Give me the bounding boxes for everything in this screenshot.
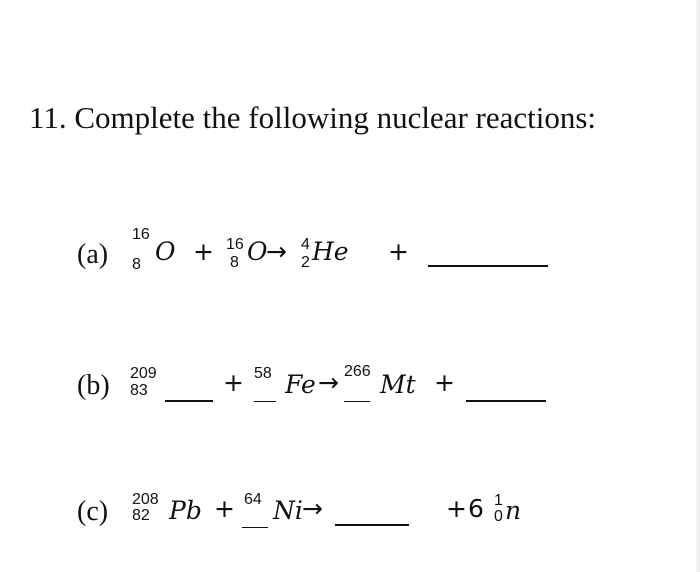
atomic-number: 83 <box>130 382 148 399</box>
element-symbol: O <box>155 237 176 266</box>
mass-number: 266 <box>344 363 371 380</box>
reaction-c <box>0 482 700 542</box>
reaction-arrow: → <box>266 237 287 266</box>
element-symbol: O <box>247 237 268 266</box>
plus-sign: + <box>388 237 409 266</box>
question-title <box>29 98 596 138</box>
question-text: Complete the following nuclear reactions: <box>74 100 597 135</box>
element-blank[interactable] <box>165 400 213 402</box>
plus-sign: + <box>446 494 467 523</box>
atomic-number-blank[interactable] <box>242 527 268 528</box>
element-symbol: Fe <box>285 370 316 399</box>
mass-number: 1 <box>494 492 503 509</box>
atomic-number-blank[interactable] <box>254 401 276 402</box>
reaction-a <box>0 225 700 285</box>
atomic-number: 8 <box>132 256 141 273</box>
plus-sign: + <box>214 494 235 523</box>
element-symbol: He <box>312 237 349 266</box>
mass-number: 208 <box>132 491 159 508</box>
answer-blank[interactable] <box>428 265 548 267</box>
mass-number: 16 <box>132 226 150 243</box>
atomic-number: 2 <box>301 254 310 271</box>
mass-number: 209 <box>130 365 157 382</box>
reaction-b <box>0 356 700 416</box>
mass-number: 16 <box>226 236 244 253</box>
question-number: 11. <box>29 100 67 135</box>
mass-number: 4 <box>301 236 310 253</box>
reaction-arrow: → <box>302 494 323 523</box>
answer-blank[interactable] <box>466 400 546 402</box>
reaction-c-label: (c) <box>77 496 109 527</box>
plus-sign: + <box>193 237 214 266</box>
reaction-b-label: (b) <box>77 370 110 401</box>
reaction-arrow: → <box>318 368 339 397</box>
mass-number: 58 <box>254 365 272 382</box>
element-symbol: n <box>505 496 522 525</box>
answer-blank[interactable] <box>335 524 409 526</box>
plus-sign: + <box>434 368 455 397</box>
plus-sign: + <box>223 368 244 397</box>
atomic-number-blank[interactable] <box>344 401 370 402</box>
atomic-number: 82 <box>132 507 150 524</box>
element-symbol: Mt <box>380 370 416 399</box>
mass-number: 64 <box>244 491 262 508</box>
element-symbol: Ni <box>273 496 303 525</box>
reaction-a-label: (a) <box>77 239 109 270</box>
atomic-number: 8 <box>230 254 239 271</box>
neutron-coefficient: 6 <box>468 494 484 523</box>
atomic-number: 0 <box>494 508 503 525</box>
element-symbol: Pb <box>169 496 202 525</box>
